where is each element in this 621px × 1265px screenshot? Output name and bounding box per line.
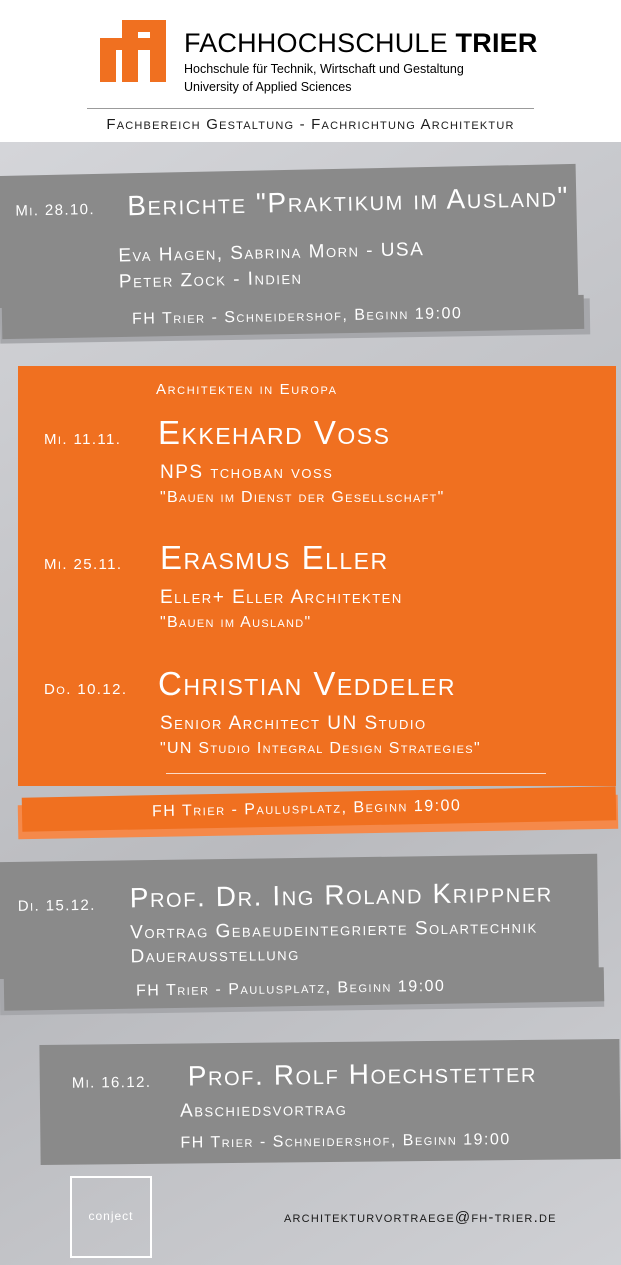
talk-3-office: Senior Architect UN Studio — [160, 713, 427, 734]
talk-3-date: Do. 10.12. — [44, 681, 128, 698]
institution-subtitle-de: Hochschule für Technik, Wirtschaft und Gestaltung — [184, 62, 464, 76]
page-header — [0, 0, 621, 142]
conject-label: conject — [88, 1209, 134, 1223]
institution-subtitle-en: University of Applied Sciences — [184, 80, 352, 94]
berichte-venue: FH Trier - Schneidershof, Beginn 19:00 — [131, 305, 463, 328]
department-line: Fachbereich Gestaltung - Fachrichtung Architektur — [106, 116, 515, 133]
hoechstetter-date: Mi. 16.12. — [71, 1073, 152, 1092]
krippner-line2: Dauerausstellung — [130, 943, 300, 968]
talk-2-name: Erasmus Eller — [160, 539, 389, 576]
hoechstetter-line1: Abschiedsvortrag — [179, 1098, 348, 1122]
institution-title — [184, 28, 538, 59]
krippner-venue: FH Trier - Paulusplatz, Beginn 19:00 — [135, 977, 446, 1000]
berichte-line2: Peter Zock - Indien — [118, 267, 303, 293]
krippner-date: Di. 15.12. — [17, 896, 96, 915]
talk-2-date: Mi. 25.11. — [44, 556, 123, 573]
section-krippner — [0, 854, 599, 979]
talk-1-name: Ekkehard Voss — [158, 414, 391, 451]
hoechstetter-title: Prof. Rolf Hoechstetter — [187, 1056, 538, 1092]
hoechstetter-venue: FH Trier - Schneidershof, Beginn 19:00 — [180, 1131, 511, 1152]
contact-email[interactable]: architekturvortraege@fh-trier.de — [284, 1209, 557, 1226]
institution-title-bold: TRIER — [455, 28, 538, 58]
talk-1-date: Mi. 11.11. — [44, 431, 122, 448]
berichte-line1: Eva Hagen, Sabrina Morn - USA — [118, 239, 425, 267]
institution-title-main: FACHHOCHSCHULE — [184, 28, 456, 58]
talk-3-topic: "UN Studio Integral Design Strategies" — [160, 740, 481, 757]
section-berichte — [0, 164, 578, 308]
fh-trier-logo-icon — [100, 20, 174, 82]
krippner-line1: Vortrag Gebaeudeintegrierte Solartechnik — [130, 916, 538, 944]
header-divider — [87, 108, 534, 109]
talk-2-office: Eller+ Eller Architekten — [160, 587, 403, 608]
europa-divider — [166, 773, 546, 774]
talk-1-topic: "Bauen im Dienst der Gesellschaft" — [160, 489, 445, 506]
talk-1-office: NPS tchoban voss — [160, 462, 334, 483]
section-hoechstetter — [39, 1039, 620, 1165]
talk-3-name: Christian Veddeler — [158, 665, 456, 702]
berichte-date: Mi. 28.10. — [15, 200, 96, 220]
talk-2-topic: "Bauen im Ausland" — [160, 614, 312, 631]
europa-heading: Architekten in Europa — [156, 381, 338, 398]
europa-venue: FH Trier - Paulusplatz, Beginn 19:00 — [151, 797, 462, 821]
berichte-title: Berichte "Praktikum im Ausland" — [127, 181, 570, 222]
section-architekten-in-europa — [18, 366, 616, 786]
krippner-title: Prof. Dr. Ing Roland Krippner — [129, 876, 554, 914]
